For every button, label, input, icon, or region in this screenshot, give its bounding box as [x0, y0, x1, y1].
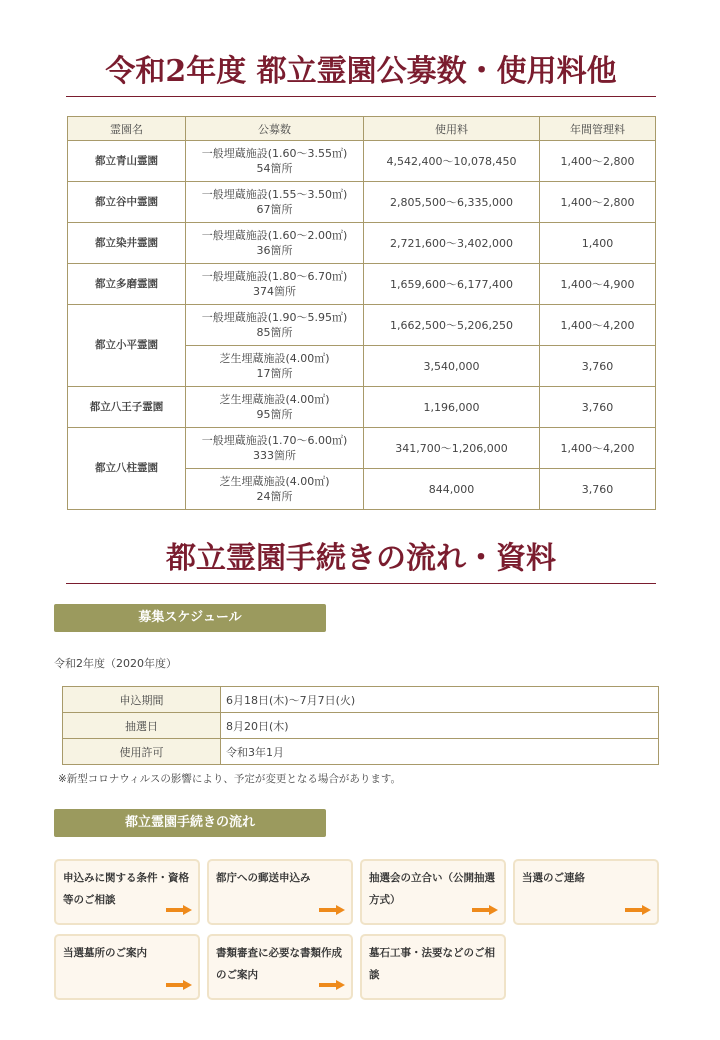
facility-type: 一般埋蔵施設(1.80～6.70㎡)	[201, 270, 348, 283]
arrow-right-icon	[166, 980, 192, 990]
offer-count: 54箇所	[256, 162, 293, 175]
schedule-note: ※新型コロナウィルスの影響により、予定が変更となる場合があります。	[58, 773, 402, 785]
usage-fee: 1,662,500～5,206,250	[364, 305, 540, 346]
table-row	[68, 141, 656, 182]
offer-count: 24箇所	[256, 490, 293, 503]
table-row	[68, 305, 656, 346]
flow-step-card[interactable]	[360, 934, 506, 1000]
offer-count: 85箇所	[256, 326, 293, 339]
management-fee: 3,760	[540, 469, 656, 510]
offer-count-cell	[186, 469, 364, 510]
schedule-year: 令和2年度（2020年度）	[54, 657, 177, 670]
section-title: 都立霊園手続きの流れ・資料	[66, 537, 656, 584]
flow-step-card[interactable]	[54, 934, 200, 1000]
schedule-value: 令和3年1月	[221, 739, 659, 765]
cemetery-name: 都立谷中霊園	[68, 182, 186, 223]
col-header-fee: 使用料	[364, 117, 540, 141]
arrow-right-icon	[166, 905, 192, 915]
usage-fee: 4,542,400～10,078,450	[364, 141, 540, 182]
flow-step-card[interactable]	[207, 934, 353, 1000]
facility-type: 芝生埋蔵施設(4.00㎡)	[219, 393, 330, 406]
flow-band: 都立霊園手続きの流れ	[54, 809, 326, 837]
facility-type: 芝生埋蔵施設(4.00㎡)	[219, 352, 330, 365]
schedule-value: 8月20日(木)	[221, 713, 659, 739]
table-row	[63, 739, 659, 765]
management-fee: 1,400～2,800	[540, 182, 656, 223]
flow-step-label: 都庁への郵送申込み	[216, 872, 311, 884]
usage-fee: 1,659,600～6,177,400	[364, 264, 540, 305]
offer-count-cell	[186, 387, 364, 428]
flow-step-card[interactable]	[360, 859, 506, 925]
table-row	[63, 713, 659, 739]
schedule-label: 申込期間	[63, 687, 221, 713]
schedule-table	[62, 686, 659, 765]
flow-step-label: 墓石工事・法要などのご相談	[369, 947, 495, 981]
offer-count-cell	[186, 264, 364, 305]
table-row	[63, 687, 659, 713]
offer-count-cell	[186, 182, 364, 223]
cemetery-name: 都立小平霊園	[68, 305, 186, 387]
facility-type: 芝生埋蔵施設(4.00㎡)	[219, 475, 330, 488]
fees-table-body	[68, 141, 656, 510]
usage-fee: 2,805,500～6,335,000	[364, 182, 540, 223]
usage-fee: 341,700～1,206,000	[364, 428, 540, 469]
col-header-name: 霊園名	[68, 117, 186, 141]
flow-step-card[interactable]	[513, 859, 659, 925]
offer-count: 374箇所	[253, 285, 296, 298]
schedule-value: 6月18日(木)～7月7日(火)	[221, 687, 659, 713]
management-fee: 1,400～4,200	[540, 428, 656, 469]
offer-count: 36箇所	[256, 244, 293, 257]
arrow-right-icon	[319, 980, 345, 990]
offer-count-cell	[186, 346, 364, 387]
table-row	[68, 264, 656, 305]
flow-step-label: 当選墓所のご案内	[63, 947, 147, 959]
cemetery-name: 都立青山霊園	[68, 141, 186, 182]
fees-table	[67, 116, 656, 510]
cemetery-name: 都立染井霊園	[68, 223, 186, 264]
table-row	[68, 182, 656, 223]
management-fee: 3,760	[540, 387, 656, 428]
schedule-band: 募集スケジュール	[54, 604, 326, 632]
offer-count: 333箇所	[253, 449, 296, 462]
arrow-right-icon	[319, 905, 345, 915]
management-fee: 1,400	[540, 223, 656, 264]
management-fee: 3,760	[540, 346, 656, 387]
cemetery-name: 都立八柱霊園	[68, 428, 186, 510]
table-row	[68, 387, 656, 428]
flow-step-label: 当選のご連絡	[522, 872, 585, 884]
schedule-label: 抽選日	[63, 713, 221, 739]
facility-type: 一般埋蔵施設(1.55～3.50㎡)	[201, 188, 348, 201]
table-header-row	[68, 117, 656, 141]
flow-step-label: 抽選会の立合い（公開抽選方式）	[369, 872, 495, 906]
flow-step-card[interactable]	[207, 859, 353, 925]
offer-count: 67箇所	[256, 203, 293, 216]
table-row	[68, 223, 656, 264]
facility-type: 一般埋蔵施設(1.70～6.00㎡)	[201, 434, 348, 447]
facility-type: 一般埋蔵施設(1.60～3.55㎡)	[201, 147, 348, 160]
flow-step-label: 申込みに関する条件・資格等のご相談	[63, 872, 189, 906]
offer-count-cell	[186, 141, 364, 182]
arrow-right-icon	[472, 905, 498, 915]
offer-count: 17箇所	[256, 367, 293, 380]
cemetery-name: 都立多磨霊園	[68, 264, 186, 305]
usage-fee: 2,721,600～3,402,000	[364, 223, 540, 264]
table-row	[68, 428, 656, 469]
flow-step-label: 書類審査に必要な書類作成のご案内	[216, 947, 342, 981]
management-fee: 1,400～2,800	[540, 141, 656, 182]
offer-count-cell	[186, 305, 364, 346]
usage-fee: 1,196,000	[364, 387, 540, 428]
arrow-right-icon	[625, 905, 651, 915]
usage-fee: 3,540,000	[364, 346, 540, 387]
offer-count: 95箇所	[256, 408, 293, 421]
management-fee: 1,400～4,900	[540, 264, 656, 305]
offer-count-cell	[186, 223, 364, 264]
facility-type: 一般埋蔵施設(1.60～2.00㎡)	[201, 229, 348, 242]
page-title: 令和2年度 都立霊園公募数・使用料他	[66, 50, 656, 97]
col-header-mgmt: 年間管理料	[540, 117, 656, 141]
flow-step-card[interactable]	[54, 859, 200, 925]
facility-type: 一般埋蔵施設(1.90～5.95㎡)	[201, 311, 348, 324]
cemetery-name: 都立八王子霊園	[68, 387, 186, 428]
schedule-label: 使用許可	[63, 739, 221, 765]
management-fee: 1,400～4,200	[540, 305, 656, 346]
offer-count-cell	[186, 428, 364, 469]
usage-fee: 844,000	[364, 469, 540, 510]
col-header-count: 公募数	[186, 117, 364, 141]
